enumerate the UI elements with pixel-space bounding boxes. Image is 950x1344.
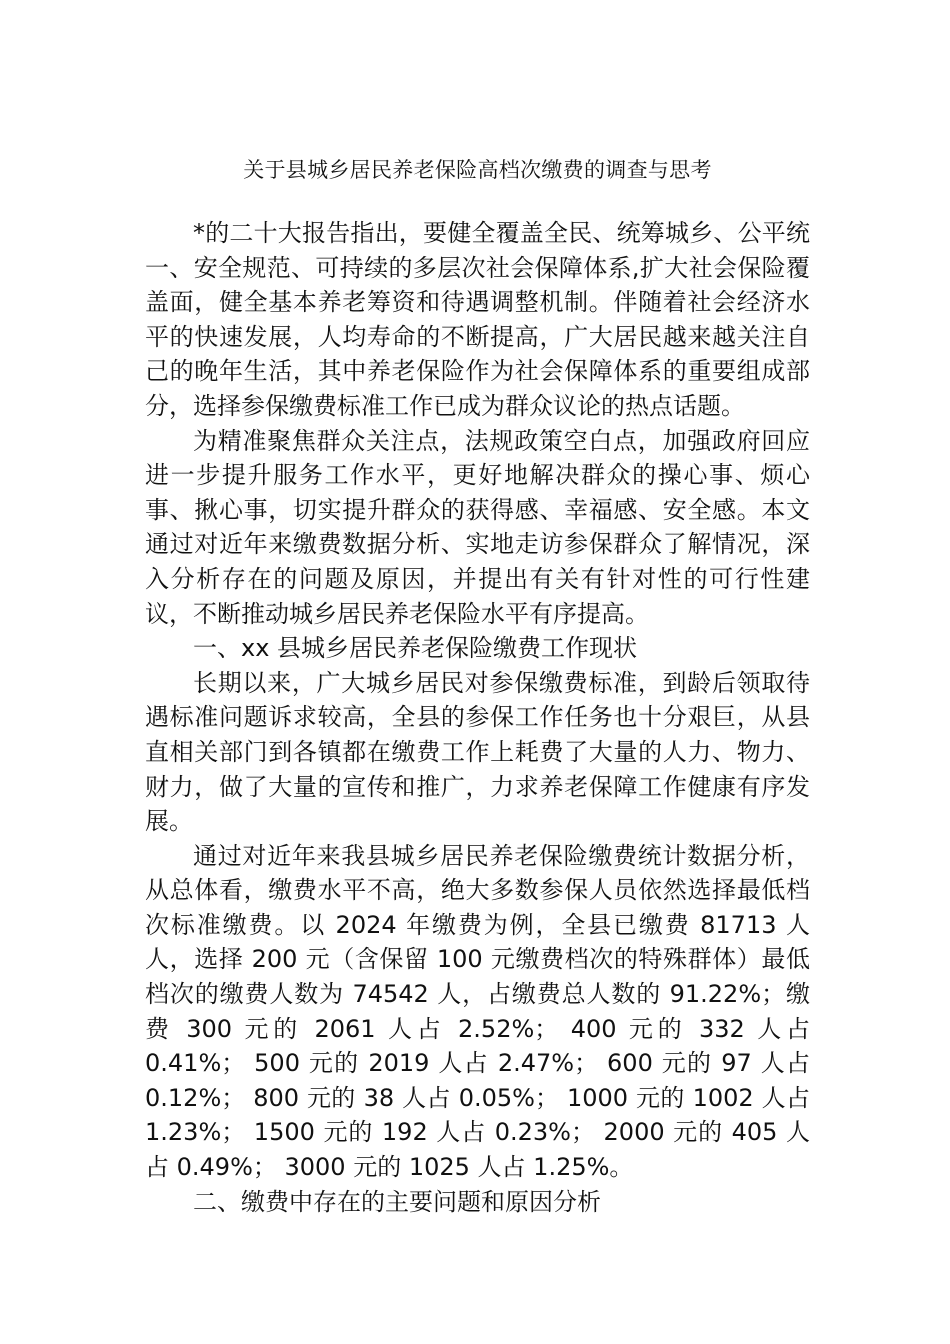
section-1-paragraph-1: 长期以来，广大城乡居民对参保缴费标准，到龄后领取待遇标准问题诉求较高，全县的参保工作任务也十分艰巨，从县直相关部门到各镇都在缴费工作上耗费了大量的人力、物力、财力，做了大量的宣传和推广，力求养老保障工作健康有序发展。 [145,668,810,836]
document-page [145,150,810,1219]
section-2-heading: 二、缴费中存在的主要问题和原因分析 [193,1187,601,1216]
section-1-paragraph-2: 通过对近年来我县城乡居民养老保险缴费统计数据分析，从总体看，缴费水平不高，绝大多数参保人员依然选择最低档次标准缴费。以 2024 年缴费为例，全县已缴费 81713 人人，选择 200 元（含保留 100 元缴费档次的特殊群体）最低档次的缴费人数为 74542 人，占缴费总人数的 91.22%；缴费 300 元的 2061 人占 2.52%； 400 元的 332 人占 0.41%； 500 元的 2019 人占 2.47%； 600 元的 97 人占 0.12%； 800 元的 38 人占 0.05%； 1000 元的 1002 人占 1.23%； 1500 元的 192 人占 0.23%； 2000 元的 405 人占 0.49%； 3000 元的 1025 人占 1.25%。 [145,841,810,1182]
intro-paragraph-1: *的二十大报告指出，要健全覆盖全民、统筹城乡、公平统一、安全规范、可持续的多层次社会保障体系,扩大社会保险覆盖面，健全基本养老筹资和待遇调整机制。伴随着社会经济水平的快速发展，人均寿命的不断提高，广大居民越来越关注自己的晚年生活，其中养老保险作为社会保障体系的重要组成部分，选择参保缴费标准工作已成为群众议论的热点话题。 [145,219,810,420]
document-title: 关于县城乡居民养老保险高档次缴费的调查与思考 [243,158,712,182]
intro-paragraph-2: 为精准聚焦群众关注点，法规政策空白点，加强政府回应进一步提升服务工作水平，更好地解决群众的操心事、烦心事、揪心事，切实提升群众的获得感、幸福感、安全感。本文通过对近年来缴费数据分析、实地走访参保群众了解情况，深入分析存在的问题及原因，并提出有关有针对性的可行性建议，不断推动城乡居民养老保险水平有序提高。 [145,426,810,628]
section-1-heading: 一、xx 县城乡居民养老保险缴费工作现状 [193,634,638,663]
